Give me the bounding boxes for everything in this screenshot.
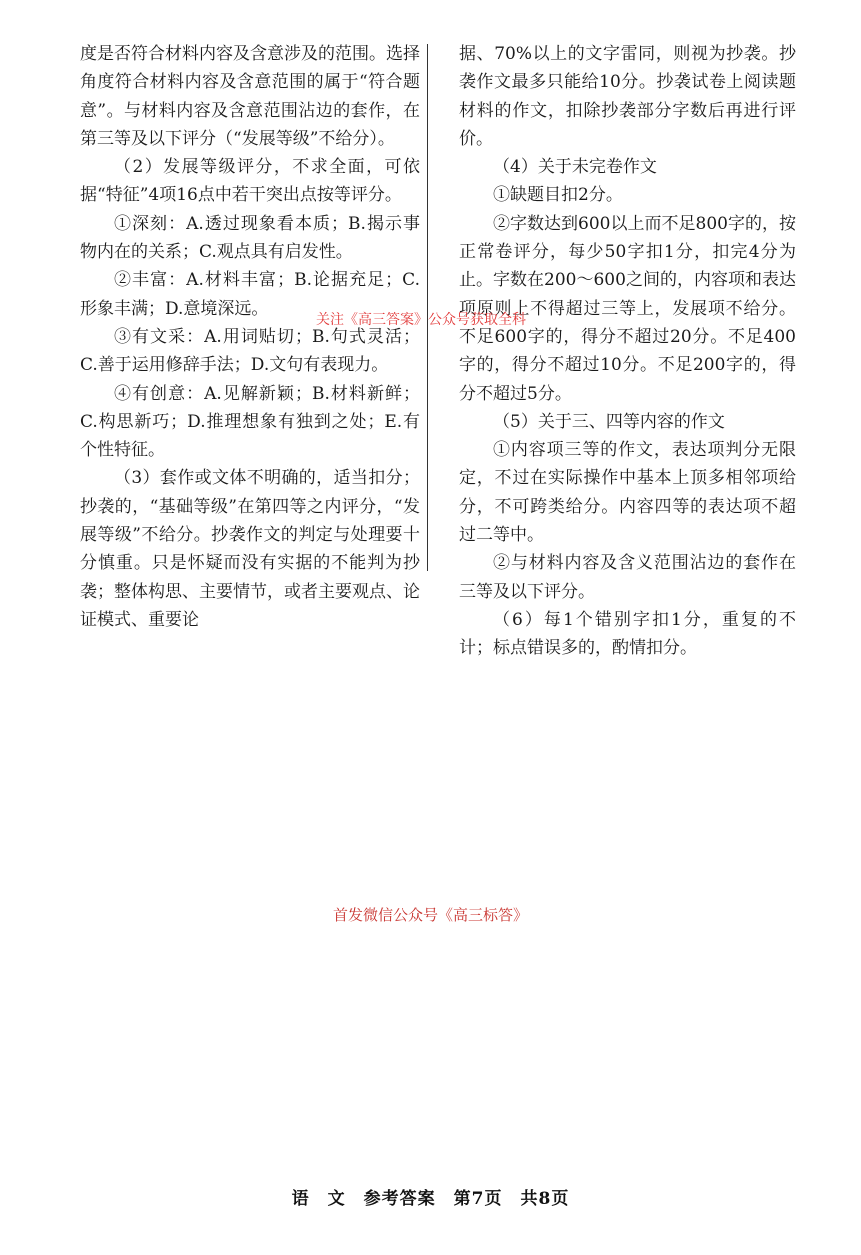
right-paragraph-2: （4）关于未完卷作文 [493,157,657,178]
left-paragraph-4: ②丰富：A.材料丰富；B.论据充足；C.形象丰满；D.意境深远。 [80,270,420,319]
left-paragraph-3: ①深刻：A.透过现象看本质；B.揭示事物内在的关系；C.观点具有启发性。 [80,213,420,263]
right-paragraph-5: （5）关于三、四等内容的作文 [493,411,725,432]
right-paragraph-4: ②字数达到600以上而不足800字的，按正常卷评分，每少50字扣1分，扣完4分为止。字数在200～600之间的，内容项和表达项原则上不得超过三等上，发展项不给分。不足600字的，得分不超过20分。不足400字的，得分不超过10分。不足200字的，得分不超过5分。 [459,213,796,404]
right-paragraph-6: ①内容项三等的作文，表达项判分无限定，不过在实际操作中基本上顶多相邻项给分，不可跨类给分。内容四等的表达项不超过二等中。 [459,440,796,546]
right-paragraph-1: 据、70%以上的文字雷同，则视为抄袭。抄袭作文最多只能给10分。抄袭试卷上阅读题材料的作文，扣除抄袭部分字数后再进行评价。 [459,44,796,149]
right-paragraph-7: ②与材料内容及含义范围沾边的套作在三等及以下评分。 [459,553,796,602]
right-column [459,40,796,663]
page-footer: 语 文 参考答案 第7页 共8页 [291,1189,570,1209]
left-column [80,40,420,634]
left-paragraph-6: ④有创意：A.见解新颖；B.材料新鲜；C.构思新巧；D.推理想象有独到之处；E.有个性特征。 [80,383,420,461]
watermark-overlay: 关注《高三答案》公众号获取全科 [316,312,526,328]
left-paragraph-5: ③有文采：A.用词贴切；B.句式灵活；C.善于运用修辞手法；D.文句有表现力。 [80,326,420,376]
left-paragraph-7: （3）套作或文体不明确的，适当扣分；抄袭的，“基础等级”在第四等之内评分，“发展等级”不给分。抄袭作文的判定与处理要十分慎重。只是怀疑而没有实据的不能判为抄袭；整体构思、主要情节，或者主要观点、论证模式、重要论 [80,468,420,630]
right-paragraph-3: ①缺题目扣2分。 [493,185,623,206]
watermark-center: 首发微信公众号《高三标答》 [332,906,528,924]
left-paragraph-1: 度是否符合材料内容及含意涉及的范围。选择角度符合材料内容及含意范围的属于“符合题意”。与材料内容及含意范围沾边的套作，在第三等及以下评分（“发展等级”不给分）。 [80,44,420,149]
right-paragraph-8: （6）每1个错别字扣1分，重复的不计；标点错误多的，酌情扣分。 [459,609,796,659]
left-paragraph-2: （2）发展等级评分，不求全面，可依据“特征”4项16点中若干突出点按等评分。 [80,157,420,206]
column-divider [427,44,428,571]
